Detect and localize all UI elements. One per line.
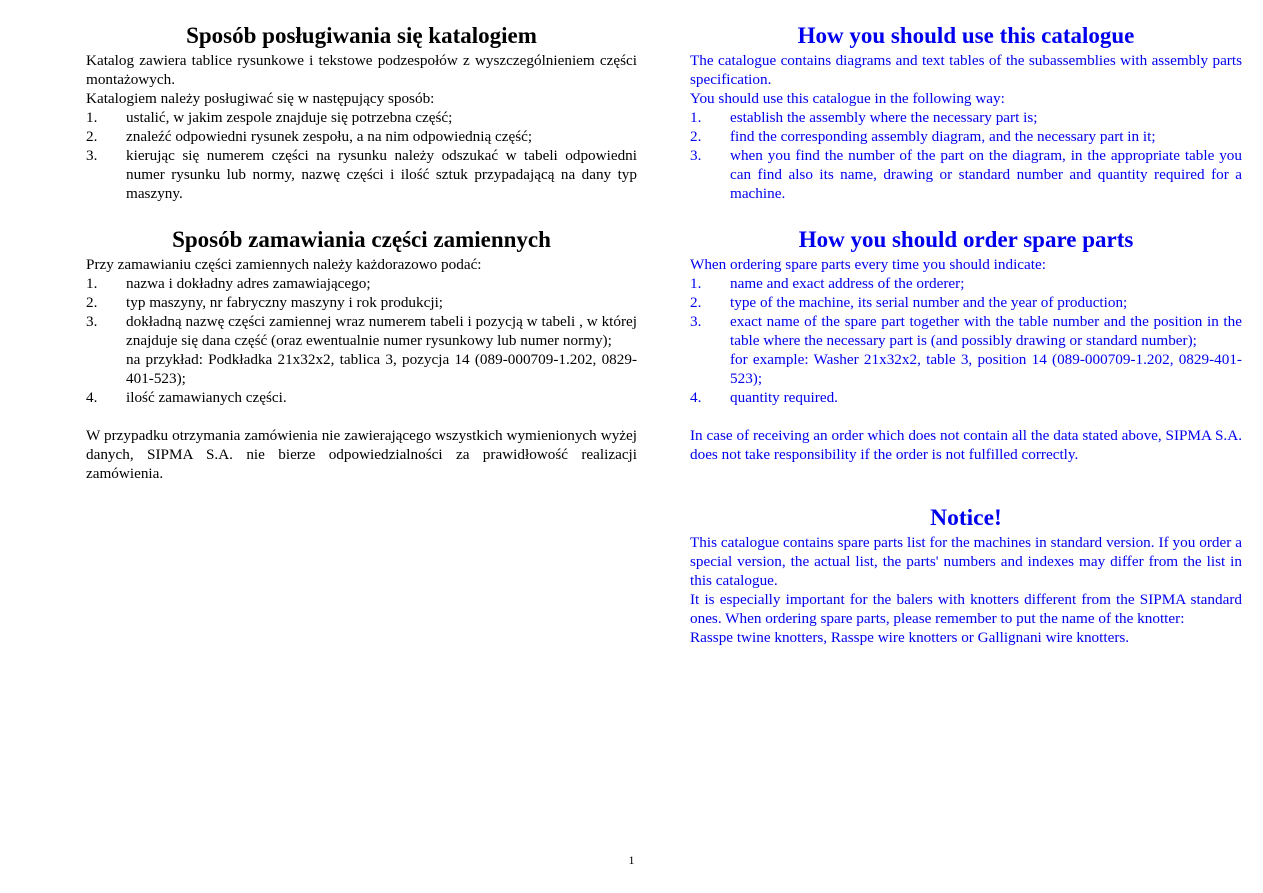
list-text: dokładną nazwę części zamiennej wraz numerem tabeli i pozycją w tabeli , w której znajduje się dana część (oraz ewentualnie numer rysunkowy lub numer normy); bbox=[126, 313, 637, 349]
notice-paragraph-2: It is especially important for the balers with knotters different from the SIPMA standard ones. When ordering spare parts, please remember to put the name of the knotter: bbox=[690, 591, 1242, 627]
list-number: 2. bbox=[86, 128, 98, 145]
list-text: quantity required. bbox=[730, 389, 838, 406]
list-item bbox=[86, 108, 637, 127]
list-text: when you find the number of the part on the diagram, in the appropriate table you can find also its name, drawing or standard number and quantity required for a machine. bbox=[730, 147, 1242, 202]
list-number: 2. bbox=[690, 294, 702, 311]
order-disclaimer-en: In case of receiving an order which does not contain all the data stated above, SIPMA S.A. does not take responsibility if the order is not fulfilled correctly. bbox=[690, 427, 1242, 463]
list-number: 1. bbox=[86, 275, 98, 292]
notice-heading: Notice! bbox=[930, 505, 1002, 531]
usage-lead-en: You should use this catalogue in the following way: bbox=[690, 90, 1005, 107]
usage-steps-pl bbox=[86, 108, 637, 203]
notice-paragraph-3: Rasspe twine knotters, Rasspe wire knotters or Gallignani wire knotters. bbox=[690, 629, 1130, 646]
list-item bbox=[86, 127, 637, 146]
usage-heading-en: How you should use this catalogue bbox=[797, 23, 1135, 48]
list-number: 3. bbox=[86, 313, 98, 330]
order-example-pl: na przykład: Podkładka 21x32x2, tablica 3, pozycja 14 (089-000709-1.202, 0829-401-523); bbox=[126, 351, 637, 387]
list-text: exact name of the spare part together with the table number and the position in the table where the necessary part is (and possibly drawing or standard number); bbox=[730, 313, 1242, 349]
list-number: 2. bbox=[86, 294, 98, 311]
list-item bbox=[690, 108, 1242, 127]
list-text: establish the assembly where the necessary part is; bbox=[730, 109, 1038, 126]
list-number: 4. bbox=[86, 389, 98, 406]
order-example-en: for example: Washer 21x32x2, table 3, position 14 (089-000709-1.202, 0829-401-523); bbox=[730, 351, 1242, 387]
list-text: ilość zamawianych części. bbox=[126, 389, 287, 406]
usage-steps-en bbox=[690, 108, 1242, 203]
list-item bbox=[690, 293, 1242, 312]
list-item bbox=[690, 146, 1242, 203]
order-items-pl bbox=[86, 274, 637, 407]
list-text: find the corresponding assembly diagram, and the necessary part in it; bbox=[730, 128, 1156, 145]
order-heading-pl: Sposób zamawiania części zamiennych bbox=[172, 227, 551, 252]
list-number: 3. bbox=[690, 313, 702, 330]
notice-paragraph-1: This catalogue contains spare parts list for the machines in standard version. If you order a special version, the actual list, the parts' numbers and indexes may differ from the list in this catalogue. bbox=[690, 534, 1242, 589]
order-disclaimer-pl: W przypadku otrzymania zamówienia nie zawierającego wszystkich wymienionych wyżej danych, SIPMA S.A. nie bierze odpowiedzialności za prawidłowość realizacji zamówienia. bbox=[86, 427, 637, 482]
usage-intro-pl: Katalog zawiera tablice rysunkowe i tekstowe podzespołów z wyszczególnieniem części montażowych. bbox=[86, 52, 637, 88]
usage-heading-pl: Sposób posługiwania się katalogiem bbox=[186, 23, 537, 48]
list-item bbox=[86, 388, 637, 407]
list-item bbox=[86, 274, 637, 293]
list-text: znaleźć odpowiedni rysunek zespołu, a na nim odpowiednią część; bbox=[126, 128, 533, 145]
polish-column bbox=[86, 21, 637, 483]
list-item bbox=[86, 146, 637, 203]
order-items-en bbox=[690, 274, 1242, 407]
list-number: 3. bbox=[86, 147, 98, 164]
list-number: 2. bbox=[690, 128, 702, 145]
list-item bbox=[690, 274, 1242, 293]
list-item bbox=[86, 312, 637, 388]
page-number: 1 bbox=[628, 853, 635, 867]
list-text: nazwa i dokładny adres zamawiającego; bbox=[126, 275, 371, 292]
usage-intro-en: The catalogue contains diagrams and text tables of the subassemblies with assembly parts specification. bbox=[690, 52, 1242, 88]
list-text: typ maszyny, nr fabryczny maszyny i rok produkcji; bbox=[126, 294, 444, 311]
list-text: ustalić, w jakim zespole znajduje się potrzebna część; bbox=[126, 109, 453, 126]
usage-lead-pl: Katalogiem należy posługiwać się w następujący sposób: bbox=[86, 90, 435, 107]
list-item bbox=[690, 388, 1242, 407]
list-number: 3. bbox=[690, 147, 702, 164]
list-item bbox=[690, 127, 1242, 146]
list-item bbox=[690, 312, 1242, 388]
list-number: 1. bbox=[690, 109, 702, 126]
list-number: 4. bbox=[690, 389, 702, 406]
list-text: name and exact address of the orderer; bbox=[730, 275, 965, 292]
list-number: 1. bbox=[86, 109, 98, 126]
english-column bbox=[690, 21, 1242, 647]
list-item bbox=[86, 293, 637, 312]
list-text: type of the machine, its serial number and the year of production; bbox=[730, 294, 1128, 311]
order-lead-pl: Przy zamawianiu części zamiennych należy każdorazowo podać: bbox=[86, 256, 482, 273]
list-number: 1. bbox=[690, 275, 702, 292]
list-text: kierując się numerem części na rysunku należy odszukać w tabeli odpowiedni numer rysunku lub normy, nazwę części i ilość sztuk przypadającą na dany typ maszyny. bbox=[126, 147, 637, 202]
order-heading-en: How you should order spare parts bbox=[798, 227, 1134, 252]
order-lead-en: When ordering spare parts every time you should indicate: bbox=[690, 256, 1046, 273]
